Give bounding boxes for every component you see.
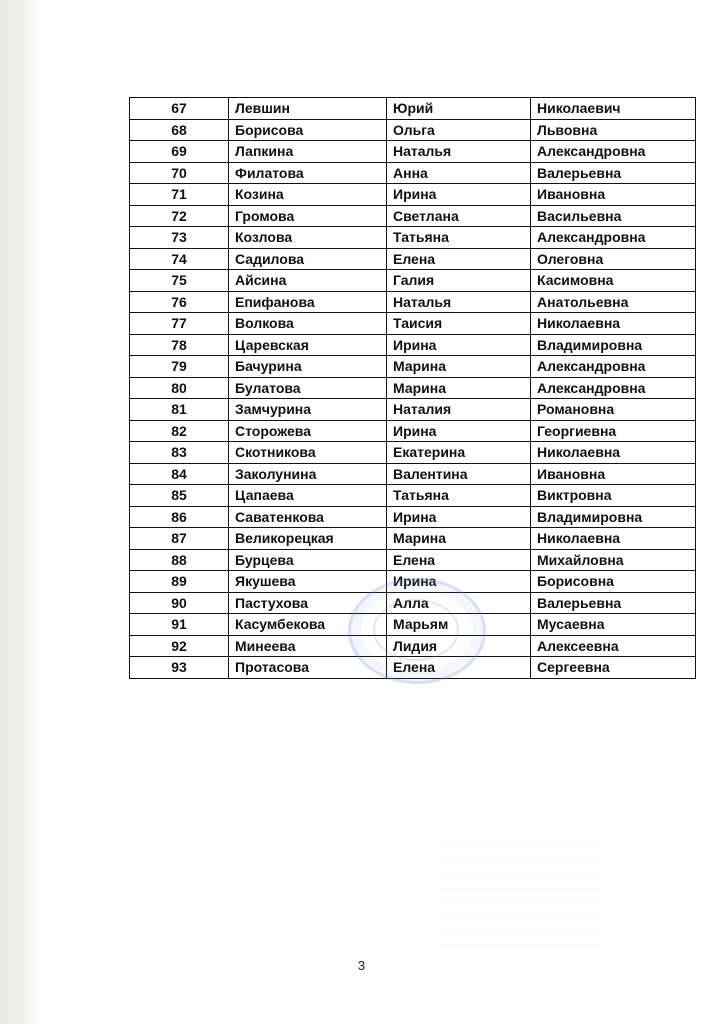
last-name-cell: Садилова <box>229 248 387 270</box>
row-number: 70 <box>130 162 229 184</box>
patronymic-cell: Александровна <box>531 356 696 378</box>
first-name-cell: Ирина <box>387 334 531 356</box>
first-name-cell: Марина <box>387 377 531 399</box>
table-row <box>130 270 696 292</box>
patronymic-cell: Ивановна <box>531 463 696 485</box>
table-row <box>130 463 696 485</box>
page-number: 3 <box>357 958 366 973</box>
patronymic-cell: Валерьевна <box>531 592 696 614</box>
first-name-cell: Алла <box>387 592 531 614</box>
patronymic-cell: Ивановна <box>531 184 696 206</box>
row-number: 74 <box>130 248 229 270</box>
last-name-cell: Пастухова <box>229 592 387 614</box>
table-row <box>130 119 696 141</box>
official-stamp <box>348 578 486 684</box>
patronymic-cell: Николаевич <box>531 98 696 120</box>
faint-bleed-through <box>440 835 600 945</box>
first-name-cell: Лидия <box>387 635 531 657</box>
first-name-cell: Ирина <box>387 420 531 442</box>
first-name-cell: Таисия <box>387 313 531 335</box>
first-name-cell: Наталия <box>387 399 531 421</box>
row-number: 68 <box>130 119 229 141</box>
first-name-cell: Наталья <box>387 141 531 163</box>
first-name-cell: Наталья <box>387 291 531 313</box>
last-name-cell: Заколунина <box>229 463 387 485</box>
patronymic-cell: Львовна <box>531 119 696 141</box>
first-name-cell: Марьям <box>387 614 531 636</box>
patronymic-cell: Александровна <box>531 227 696 249</box>
patronymic-cell: Романовна <box>531 399 696 421</box>
patronymic-cell: Олеговна <box>531 248 696 270</box>
row-number: 88 <box>130 549 229 571</box>
first-name-cell: Татьяна <box>387 227 531 249</box>
row-number: 71 <box>130 184 229 206</box>
row-number: 90 <box>130 592 229 614</box>
row-number: 82 <box>130 420 229 442</box>
last-name-cell: Касумбекова <box>229 614 387 636</box>
table-row <box>130 248 696 270</box>
last-name-cell: Якушева <box>229 571 387 593</box>
first-name-cell: Ольга <box>387 119 531 141</box>
table-row <box>130 334 696 356</box>
row-number: 78 <box>130 334 229 356</box>
last-name-cell: Великорецкая <box>229 528 387 550</box>
row-number: 85 <box>130 485 229 507</box>
last-name-cell: Цапаева <box>229 485 387 507</box>
first-name-cell: Елена <box>387 248 531 270</box>
row-number: 75 <box>130 270 229 292</box>
first-name-cell: Елена <box>387 657 531 679</box>
last-name-cell: Козлова <box>229 227 387 249</box>
patronymic-cell: Касимовна <box>531 270 696 292</box>
first-name-cell: Ирина <box>387 506 531 528</box>
last-name-cell: Борисова <box>229 119 387 141</box>
last-name-cell: Протасова <box>229 657 387 679</box>
patronymic-cell: Васильевна <box>531 205 696 227</box>
official-stamp-inner-ring <box>373 599 459 661</box>
last-name-cell: Царевская <box>229 334 387 356</box>
row-number: 69 <box>130 141 229 163</box>
first-name-cell: Ирина <box>387 184 531 206</box>
last-name-cell: Лапкина <box>229 141 387 163</box>
row-number: 93 <box>130 657 229 679</box>
row-number: 73 <box>130 227 229 249</box>
row-number: 84 <box>130 463 229 485</box>
row-number: 67 <box>130 98 229 120</box>
table-row <box>130 485 696 507</box>
table-row <box>130 506 696 528</box>
patronymic-cell: Георгиевна <box>531 420 696 442</box>
first-name-cell: Юрий <box>387 98 531 120</box>
last-name-cell: Айсина <box>229 270 387 292</box>
first-name-cell: Галия <box>387 270 531 292</box>
patronymic-cell: Сергеевна <box>531 657 696 679</box>
table-row <box>130 98 696 120</box>
first-name-cell: Светлана <box>387 205 531 227</box>
first-name-cell: Ирина <box>387 571 531 593</box>
table-row <box>130 162 696 184</box>
row-number: 81 <box>130 399 229 421</box>
row-number: 92 <box>130 635 229 657</box>
row-number: 79 <box>130 356 229 378</box>
last-name-cell: Волкова <box>229 313 387 335</box>
last-name-cell: Левшин <box>229 98 387 120</box>
last-name-cell: Замчурина <box>229 399 387 421</box>
patronymic-cell: Алексеевна <box>531 635 696 657</box>
patronymic-cell: Мусаевна <box>531 614 696 636</box>
row-number: 77 <box>130 313 229 335</box>
last-name-cell: Булатова <box>229 377 387 399</box>
table-row <box>130 399 696 421</box>
last-name-cell: Минеева <box>229 635 387 657</box>
table-row <box>130 227 696 249</box>
table-row <box>130 442 696 464</box>
first-name-cell: Марина <box>387 356 531 378</box>
row-number: 80 <box>130 377 229 399</box>
patronymic-cell: Александровна <box>531 377 696 399</box>
patronymic-cell: Николаевна <box>531 442 696 464</box>
table-row <box>130 356 696 378</box>
last-name-cell: Бурцева <box>229 549 387 571</box>
first-name-cell: Марина <box>387 528 531 550</box>
table-row <box>130 528 696 550</box>
patronymic-cell: Виктровна <box>531 485 696 507</box>
last-name-cell: Громова <box>229 205 387 227</box>
patronymic-cell: Николаевна <box>531 313 696 335</box>
table-row <box>130 141 696 163</box>
last-name-cell: Филатова <box>229 162 387 184</box>
table-row <box>130 184 696 206</box>
patronymic-cell: Валерьевна <box>531 162 696 184</box>
patronymic-cell: Борисовна <box>531 571 696 593</box>
table-row <box>130 205 696 227</box>
scan-edge-shadow <box>0 0 40 1024</box>
table-row <box>130 549 696 571</box>
row-number: 72 <box>130 205 229 227</box>
patronymic-cell: Михайловна <box>531 549 696 571</box>
patronymic-cell: Николаевна <box>531 528 696 550</box>
last-name-cell: Сторожева <box>229 420 387 442</box>
table-row <box>130 377 696 399</box>
first-name-cell: Анна <box>387 162 531 184</box>
first-name-cell: Елена <box>387 549 531 571</box>
table-row <box>130 420 696 442</box>
last-name-cell: Козина <box>229 184 387 206</box>
last-name-cell: Бачурина <box>229 356 387 378</box>
first-name-cell: Валентина <box>387 463 531 485</box>
patronymic-cell: Анатольевна <box>531 291 696 313</box>
row-number: 87 <box>130 528 229 550</box>
table-row <box>130 313 696 335</box>
patronymic-cell: Александровна <box>531 141 696 163</box>
first-name-cell: Екатерина <box>387 442 531 464</box>
row-number: 76 <box>130 291 229 313</box>
last-name-cell: Епифанова <box>229 291 387 313</box>
row-number: 89 <box>130 571 229 593</box>
row-number: 83 <box>130 442 229 464</box>
table-row <box>130 291 696 313</box>
last-name-cell: Саватенкова <box>229 506 387 528</box>
first-name-cell: Татьяна <box>387 485 531 507</box>
last-name-cell: Скотникова <box>229 442 387 464</box>
row-number: 91 <box>130 614 229 636</box>
patronymic-cell: Владимировна <box>531 506 696 528</box>
row-number: 86 <box>130 506 229 528</box>
patronymic-cell: Владимировна <box>531 334 696 356</box>
